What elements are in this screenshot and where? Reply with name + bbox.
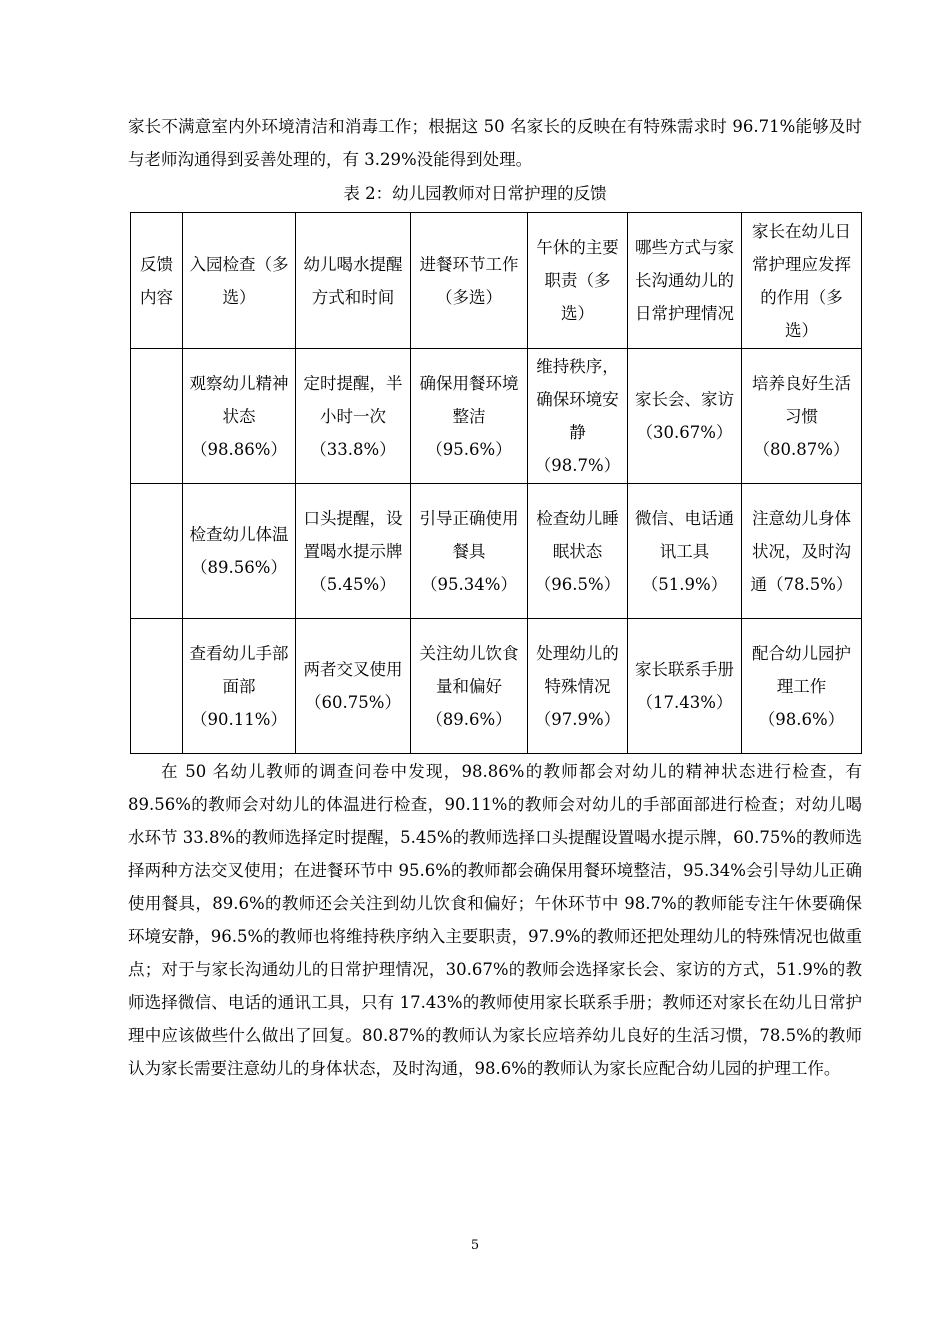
header-cell: 入园检查（多选） — [183, 213, 296, 349]
table-cell: 配合幼儿园护理工作（98.6%） — [742, 619, 862, 754]
table-cell: 处理幼儿的特殊情况（97.9%） — [528, 619, 628, 754]
table-cell: 两者交叉使用（60.75%） — [296, 619, 411, 754]
table-cell: 关注幼儿饮食量和偏好（89.6%） — [411, 619, 528, 754]
table-caption: 表 2：幼儿园教师对日常护理的反馈 — [343, 184, 607, 203]
table-cell: 观察幼儿精神状态（98.86%） — [183, 349, 296, 484]
table-cell: 家长会、家访（30.67%） — [628, 349, 742, 484]
table-row — [131, 349, 862, 484]
table-cell: 查看幼儿手部面部（90.11%） — [183, 619, 296, 754]
table-cell — [131, 619, 183, 754]
table-cell: 微信、电话通讯工具（51.9%） — [628, 484, 742, 619]
table-cell — [131, 349, 183, 484]
header-cell: 进餐环节工作（多选） — [411, 213, 528, 349]
table-cell: 维持秩序，确保环境安静（98.7%） — [528, 349, 628, 484]
header-cell: 午休的主要职责（多选） — [528, 213, 628, 349]
table-cell: 检查幼儿体温（89.56%） — [183, 484, 296, 619]
table-cell: 确保用餐环境整洁（95.6%） — [411, 349, 528, 484]
table-cell: 引导正确使用餐具（95.34%） — [411, 484, 528, 619]
header-cell: 幼儿喝水提醒方式和时间 — [296, 213, 411, 349]
table-cell — [131, 484, 183, 619]
table-row — [131, 484, 862, 619]
header-cell: 家长在幼儿日常护理应发挥的作用（多选） — [742, 213, 862, 349]
intro-paragraph: 家长不满意室内外环境清洁和消毒工作；根据这 50 名家长的反映在有特殊需求时 96.71%能够及时与老师沟通得到妥善处理的，有 3.29%没能得到处理。 — [128, 117, 862, 169]
page-number: 5 — [470, 1238, 480, 1253]
table-row — [131, 619, 862, 754]
body-paragraph: 在 50 名幼儿教师的调查问卷中发现，98.86%的教师都会对幼儿的精神状态进行检查，有 89.56%的教师会对幼儿的体温进行检查，90.11%的教师会对幼儿的手部面部进行检查；对幼儿喝水环节 33.8%的教师选择定时提醒，5.45%的教师选择口头提醒设置喝水提示牌，60.75%的教师选择两种方法交叉使用；在进餐环节中 95.6%的教师都会确保用餐环境整洁，95.34%会引导幼儿正确使用餐具，89.6%的教师还会关注到幼儿饮食和偏好；午休环节中 98.7%的教师能专注午休要确保环境安静，96.5%的教师也将维持秩序纳入主要职责，97.9%的教师还把处理幼儿的特殊情况也做重点；对于与家长沟通幼儿的日常护理情况，30.67%的教师会选择家长会、家访的方式，51.9%的教师选择微信、电话的通讯工具，只有 17.43%的教师使用家长联系手册；教师还对家长在幼儿日常护理中应该做些什么做出了回复。80.87%的教师认为家长应培养幼儿良好的生活习惯，78.5%的教师认为家长需要注意幼儿的身体状态，及时沟通，98.6%的教师认为家长应配合幼儿园的护理工作。 — [128, 762, 862, 1078]
table-cell: 注意幼儿身体状况，及时沟通（78.5%） — [742, 484, 862, 619]
table-cell: 家长联系手册（17.43%） — [628, 619, 742, 754]
header-cell: 哪些方式与家长沟通幼儿的日常护理情况 — [628, 213, 742, 349]
feedback-table — [130, 212, 862, 754]
table-header-row — [131, 213, 862, 349]
table-cell: 检查幼儿睡眠状态（96.5%） — [528, 484, 628, 619]
header-cell: 反馈内容 — [131, 213, 183, 349]
table-cell: 定时提醒，半小时一次（33.8%） — [296, 349, 411, 484]
table-cell: 口头提醒，设置喝水提示牌（5.45%） — [296, 484, 411, 619]
table-cell: 培养良好生活习惯（80.87%） — [742, 349, 862, 484]
